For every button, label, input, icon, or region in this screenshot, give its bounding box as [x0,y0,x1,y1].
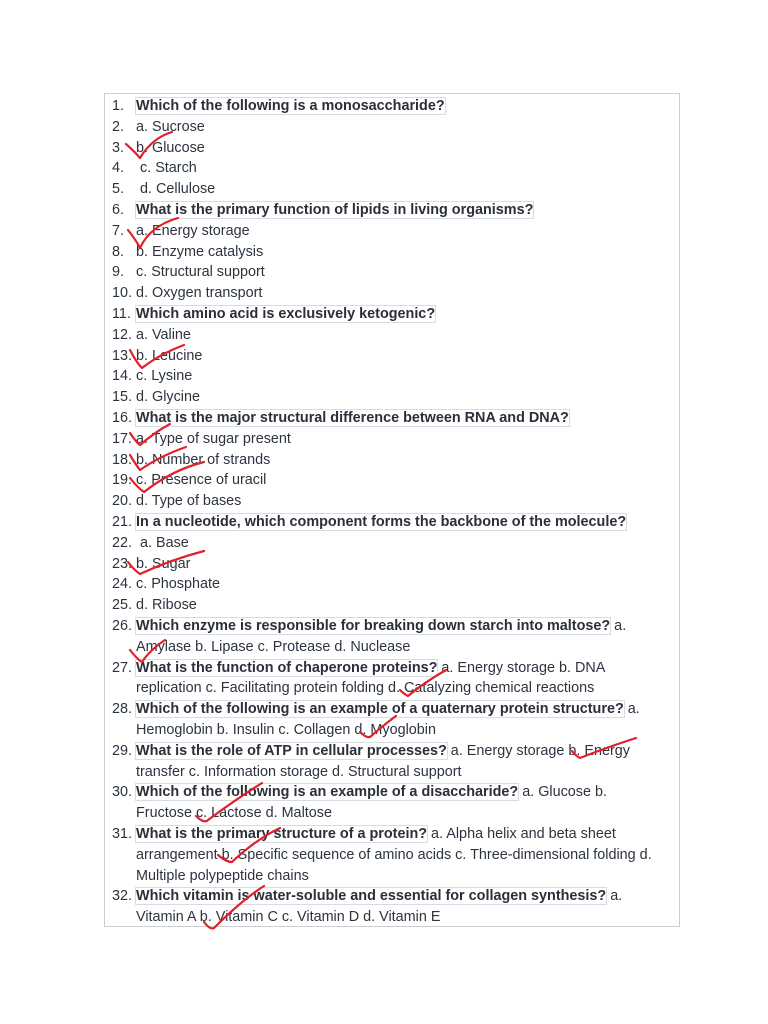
item-text [136,221,673,242]
item-text [136,824,673,845]
question-text: Which of the following is an example of a disaccharide? [136,784,519,801]
item-number: 27. [112,659,133,676]
option-text: b. Number of strands [136,451,271,468]
question-text: What is the major structural difference between RNA and DNA? [136,410,569,426]
item-text [136,117,673,138]
question-text: Which vitamin is water-soluble and essential for collagen synthesis? [136,888,607,905]
option-text: transfer c. Information storage d. Structural support [136,763,462,780]
option-text: a. [623,701,640,718]
item-number: 12. [112,326,133,343]
question-text: Which of the following is a monosaccharide? [136,98,445,114]
question-text: Which of the following is an example of a quaternary protein structure? [136,701,624,718]
option-text: b. Enzyme catalysis [136,243,264,260]
item-text [136,595,673,616]
option-text: c. Starch [136,160,197,177]
item-text [136,491,673,512]
item-text [136,450,673,471]
item-text [136,720,673,741]
option-text: b. Leucine [136,347,203,364]
item-text [136,616,673,637]
option-text: a. [610,618,627,634]
question-text: Which amino acid is exclusively ketogenic? [136,306,436,322]
item-text [136,158,673,179]
item-text [136,762,673,783]
question-text: What is the role of ATP in cellular processes? [136,742,447,759]
item-number: 18. [112,451,133,468]
item-number: 21. [112,514,133,530]
option-text: d. Ribose [136,597,197,614]
option-text: c. Structural support [136,264,265,281]
option-text: Fructose c. Lactose d. Maltose [136,805,332,822]
item-number: 16. [112,410,133,426]
option-text: Vitamin A b. Vitamin C c. Vitamin D d. Vitamin E [136,909,441,926]
item-text [136,845,673,866]
item-text [136,533,673,554]
option-text: Multiple polypeptide chains [136,867,309,884]
item-number: 32. [112,888,133,905]
item-number: 19. [112,472,133,489]
option-text: a. Valine [136,326,191,343]
document-page [104,93,680,927]
item-number: 3. [112,139,125,156]
item-number: 31. [112,826,133,842]
item-text [136,470,673,491]
item-text [136,96,673,117]
question-text: What is the function of chaperone proteins? [136,659,438,676]
option-text: d. Cellulose [136,181,216,198]
item-text [136,304,673,325]
option-text: c. Lysine [136,368,193,385]
option-text: a. Energy storage b. DNA [437,659,606,676]
item-text [136,907,673,928]
option-text: d. Glycine [136,389,200,406]
option-text: a. Base [136,534,189,551]
option-text: b. Glucose [136,139,205,156]
item-text [136,554,673,575]
item-text [136,782,673,803]
option-text: a. [606,888,623,905]
item-text [136,886,673,907]
option-text: a. Sucrose [136,118,205,135]
question-text: Which enzyme is responsible for breaking down starch into maltose? [136,618,611,634]
item-text [136,387,673,408]
option-text: a. Energy storage b. Energy [446,742,630,759]
item-number: 30. [112,784,133,801]
item-text [136,574,673,595]
item-text [136,637,673,658]
item-number: 8. [112,243,125,260]
item-number: 24. [112,576,133,593]
option-text: a. Type of sugar present [136,430,291,447]
option-text: arrangement b. Specific sequence of amino acids c. Three-dimensional folding d. [136,846,652,863]
item-number: 2. [112,118,125,135]
option-text: a. Alpha helix and beta sheet [427,826,616,842]
item-text [136,866,673,887]
item-text [136,658,673,679]
item-text [136,242,673,263]
item-text [136,138,673,159]
item-number: 6. [112,202,125,218]
item-number: 11. [112,306,131,322]
item-number: 1. [112,98,125,114]
item-text [136,678,673,699]
item-number: 17. [112,430,133,447]
item-text [136,366,673,387]
item-text [136,346,673,367]
item-number: 28. [112,701,133,718]
option-text: d. Oxygen transport [136,285,263,302]
item-text [136,283,673,304]
item-number: 14. [112,368,133,385]
item-text [136,262,673,283]
question-text: What is the primary function of lipids in living organisms? [136,202,534,218]
item-number: 25. [112,597,133,614]
item-number: 10. [112,285,133,302]
item-number: 23. [112,555,133,572]
item-number: 5. [112,181,125,198]
item-text [136,699,673,720]
item-text [136,741,673,762]
item-number: 26. [112,618,133,634]
question-text: What is the primary structure of a protein? [136,826,428,842]
option-text: a. Energy storage [136,222,250,239]
option-text: Hemoglobin b. Insulin c. Collagen d. Myoglobin [136,722,436,738]
item-number: 9. [112,264,125,281]
item-number: 22. [112,534,133,551]
item-number: 20. [112,493,133,510]
item-number: 29. [112,742,133,759]
item-number: 13. [112,347,133,364]
item-number: 7. [112,222,125,239]
option-text: d. Type of bases [136,493,242,510]
item-text [136,325,673,346]
option-text: b. Sugar [136,555,191,572]
item-text [136,429,673,450]
item-number: 15. [112,389,133,406]
option-text: replication c. Facilitating protein folding d. Catalyzing chemical reactions [136,680,595,697]
item-text [136,179,673,200]
option-text: c. Presence of uracil [136,472,267,489]
option-text: c. Phosphate [136,576,221,593]
item-text [136,512,673,533]
item-text [136,803,673,824]
item-number: 4. [112,160,125,177]
option-text: Amylase b. Lipase c. Protease d. Nuclease [136,638,411,655]
item-text [136,200,673,221]
question-text: In a nucleotide, which component forms the backbone of the molecule? [136,514,627,530]
item-text [136,408,673,429]
option-text: a. Glucose b. [518,784,608,801]
